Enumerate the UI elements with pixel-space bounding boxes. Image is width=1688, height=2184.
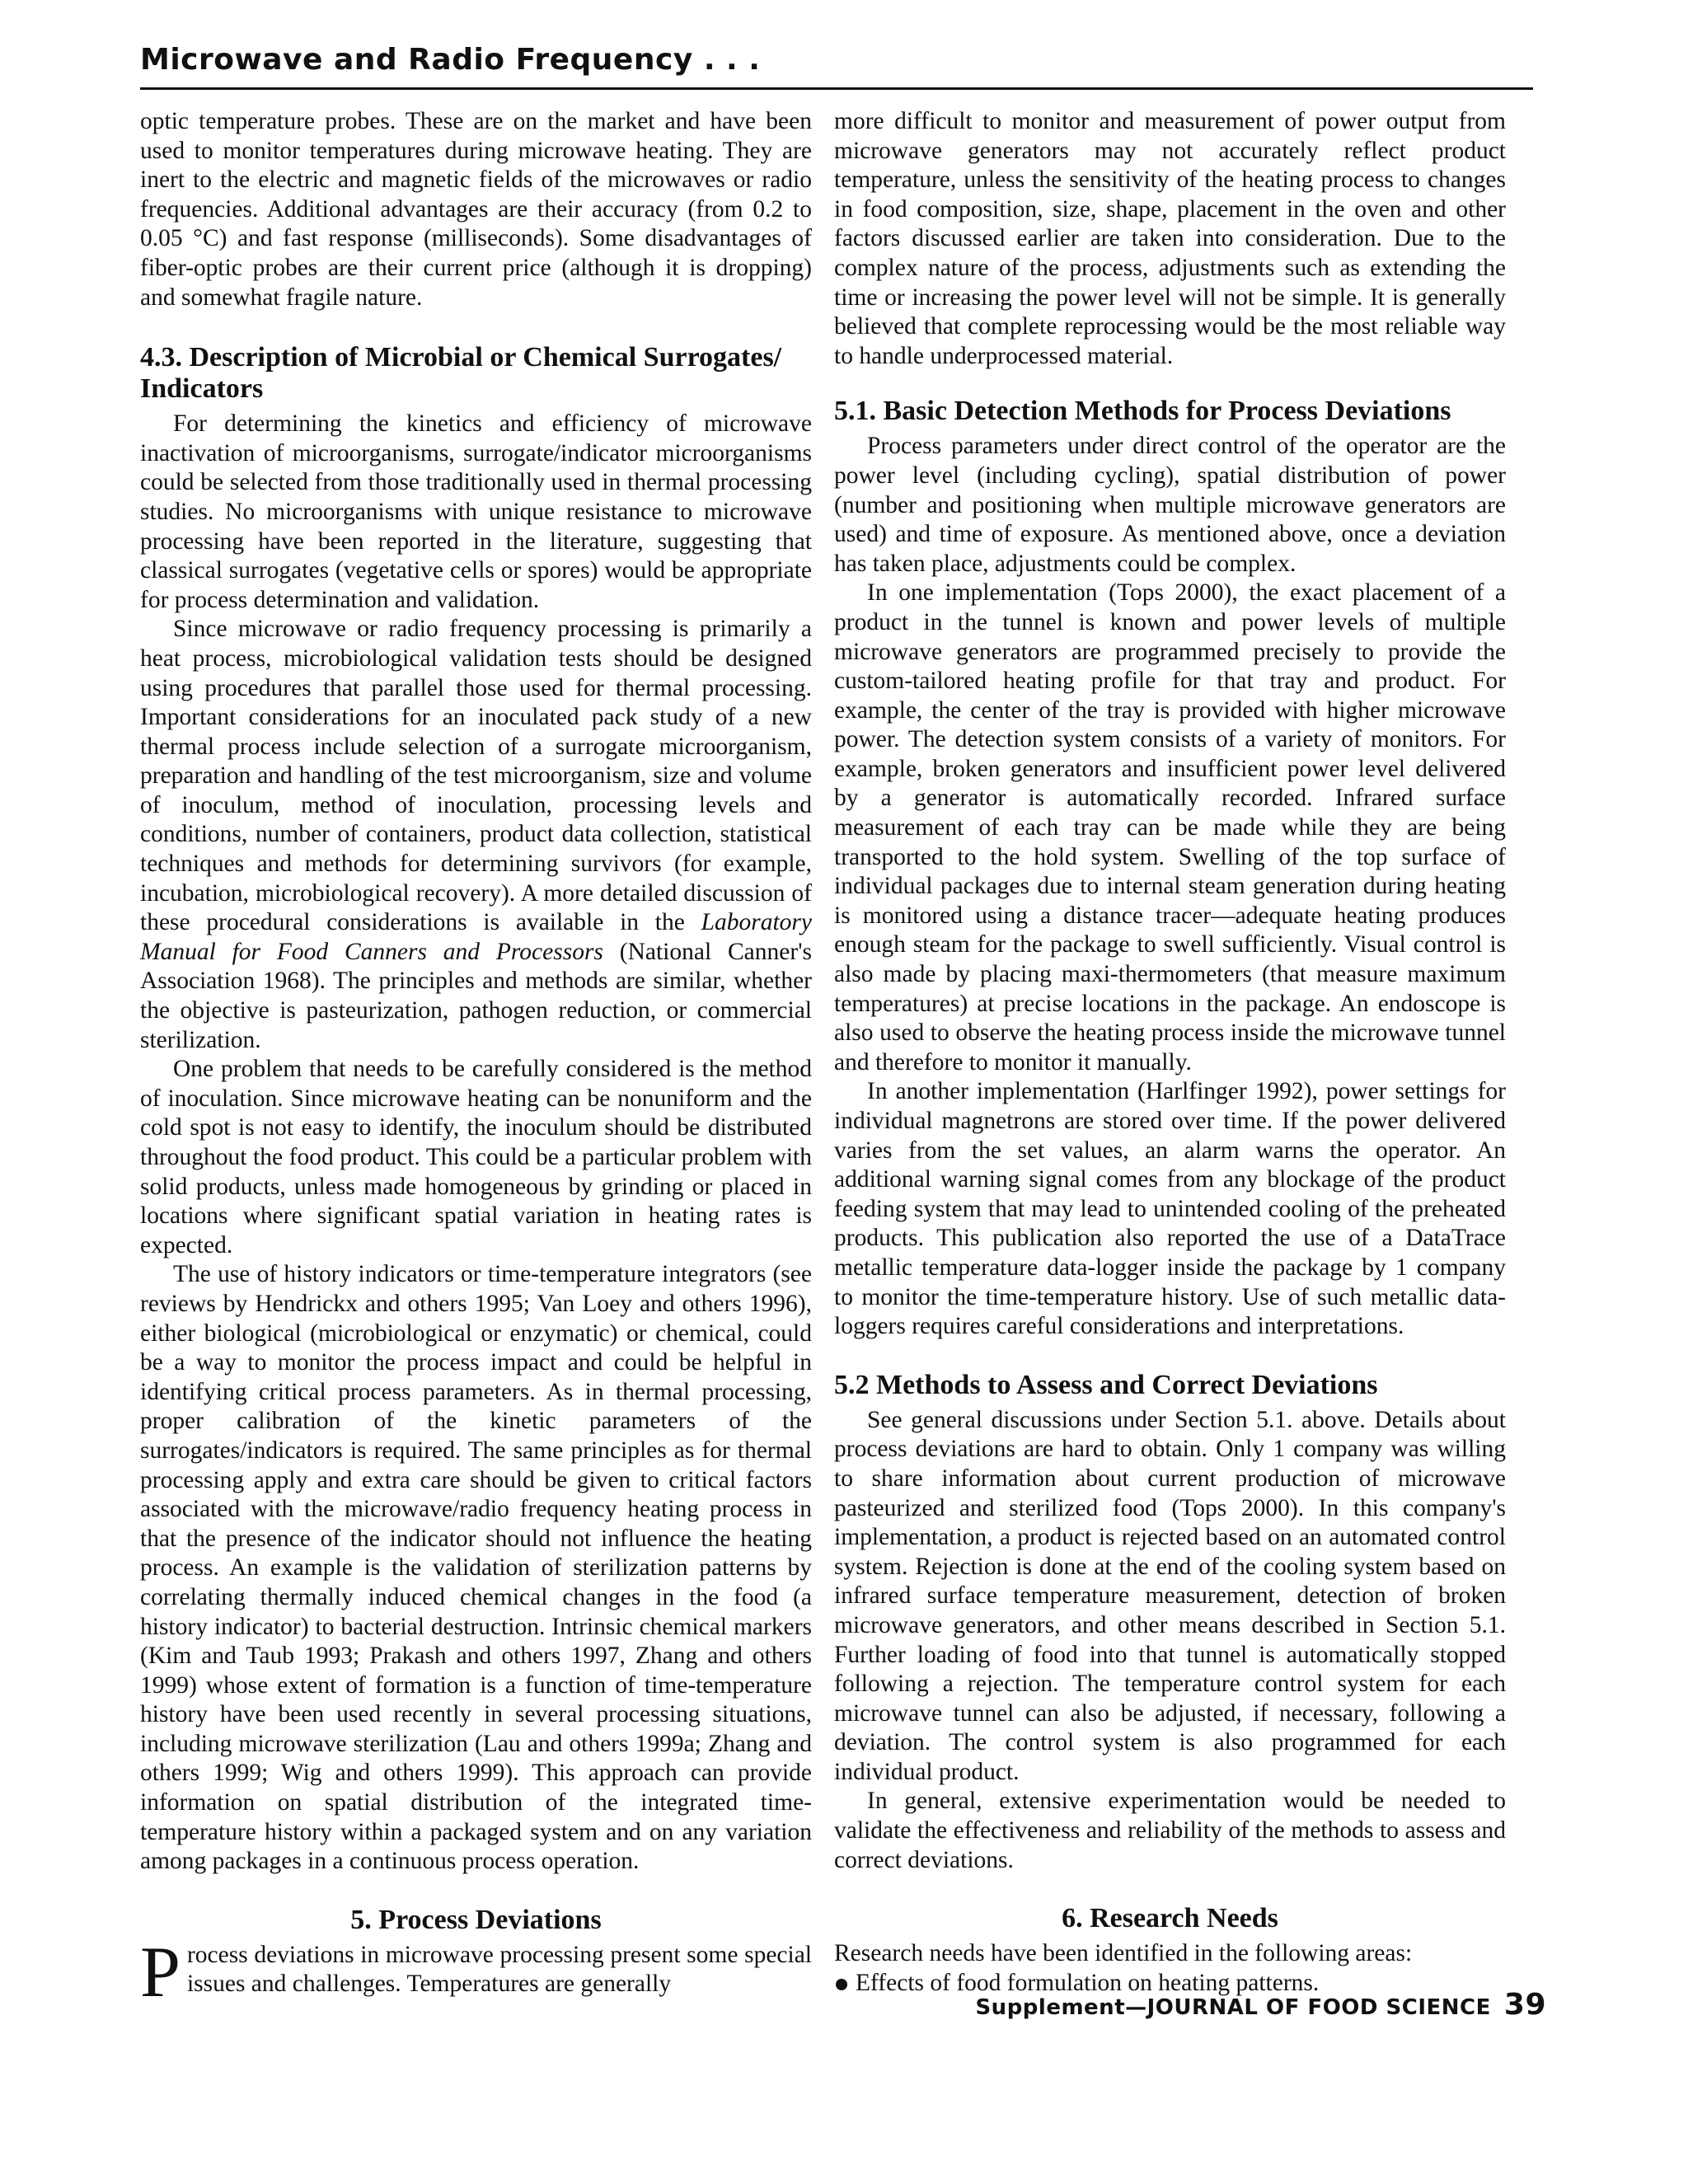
section-4-3-heading: 4.3. Description of Microbial or Chemical Surrogates/ Indicators — [140, 342, 782, 405]
section-5-heading: 5. Process Deviations — [350, 1904, 602, 1935]
left-column — [140, 107, 812, 2013]
running-head: Microwave and Radio Frequency . . . — [140, 43, 761, 77]
right-column — [834, 107, 1506, 1998]
journal-name: Supplement—JOURNAL OF FOOD SCIENCE — [975, 1995, 1491, 2020]
paragraph-4-3-4: The use of history indicators or time-temperature integrators (see reviews by Hendrickx and others 1995; Van Loey and others 1996), either biological (microbiological or enzymatic) or chemical, could be a way to monitor the process impact and could be helpful in identifying critical process parameters. As in thermal processing, proper calibration of the kinetic parameters of the surrogates/indicators is required. The same principles as for thermal processing apply and extra care should be given to critical factors associated with the microwave/radio frequency heating process in that the presence of the indicator should not influence the heating process. An example is the validation of sterilization patterns by correlating thermally induced chemical changes in the food (a history indicator) to bacterial destruction. Intrinsic chemical markers (Kim and Taub 1993; Prakash and others 1997, Zhang and others 1999) whose extent of formation is a function of time-temperature history have been used recently in several processing situations, including microwave sterilization (Lau and others 1999a; Zhang and others 1999; Wig and others 1999). This approach can provide information on spatial distribution of the integrated time-temperature history within a packaged system and on any variation among packages in a continuous process operation. — [140, 1261, 812, 1875]
section-5-1-heading: 5.1. Basic Detection Methods for Process Deviations — [834, 396, 1451, 427]
paragraph-6-1: Research needs have been identified in the following areas: — [834, 1940, 1413, 1967]
list-item: Effects of food formulation on heating patterns. — [834, 1969, 1506, 1999]
paragraph-4-3-2-text-a: Since microwave or radio frequency processing is primarily a heat process, microbiological validation tests should be designed using procedures that parallel those used for thermal processing. Important considerations for an inoculated pack study of a new thermal process include selection of a surrogate microorganism, preparation and handling of the test microorganism, size and volume of inoculum, method of inoculation, processing levels and conditions, number of containers, product data collection, statistical techniques and methods for determining survivors (for example, incubation, microbiological recovery). A more detailed discussion of these procedural considerations is available in the — [140, 616, 812, 936]
manual-title-italic: Laboratory Manual for Food Canners and Processors — [140, 909, 812, 965]
paragraph-5-continued: more difficult to monitor and measurement of power output from microwave generators may not accurately reflect product temperature, unless the sensitivity of the heating process to changes in food composition, size, shape, placement in the oven and other factors discussed earlier are taken into consideration. Due to the complex nature of the process, adjustments such as extending the time or increasing the power level will not be simple. It is generally believed that complete reprocessing would be the most reliable way to handle underprocessed material. — [834, 108, 1506, 369]
paragraph-intro: optic temperature probes. These are on the market and have been used to monitor temperatures during microwave heating. They are inert to the electric and magnetic fields of the microwaves or radio frequencies. Additional advantages are their accuracy (from 0.2 to 0.05 °C) and fast response (milliseconds). Some disadvantages of fiber-optic probes are their current price (although it is dropping) and somewhat fragile nature. — [140, 108, 812, 311]
section-5-2-heading: 5.2 Methods to Assess and Correct Deviations — [834, 1369, 1378, 1400]
paragraph-5-1 — [140, 1932, 812, 2013]
paragraph-5-1-1: Process parameters under direct control of the operator are the power level (including cycling), spatial distribution of power (number and positioning when multiple microwave generators are used) and time of exposure. As mentioned above, once a deviation has taken place, adjustments could be complex. — [834, 433, 1506, 577]
header-rule — [140, 87, 1533, 90]
paragraph-4-3-2-text-b: (National Canner's Association 1968). The principles and methods are similar, whether the objective is pasteurization, pathogen reduction, or commercial sterilization. — [140, 938, 812, 1053]
paragraph-4-3-1: For determining the kinetics and efficiency of microwave inactivation of microorganisms, surrogate/indicator microorganisms could be selected from those traditionally used in thermal processing studies. No microorganisms with unique resistance to microwave processing have been reported in the literature, suggesting that classical surrogates (vegetative cells or spores) would be appropriate for process determination and validation. — [140, 410, 812, 613]
paragraph-5-1-2: In one implementation (Tops 2000), the exact placement of a product in the tunnel is known and power levels of multiple microwave generators are programmed precisely to provide the custom-tailored heating profile for that tray and product. For example, the center of the tray is provided with higher microwave power. The detection system consists of a variety of monitors. For example, broken generators and insufficient power level delivered by a generator is automatically recorded. Infrared surface measurement of each tray can be made while they are being transported to the hold system. Swelling of the top surface of individual packages due to internal steam generation during heating is monitored using a distance tracer—adequate heating produces enough steam for the package to swell sufficiently. Visual control is also made by placing maxi-thermometers (that measure maximum temperatures) at precise locations in the package. An endoscope is also used to observe the heating process inside the microwave tunnel and therefore to monitor it manually. — [834, 579, 1506, 1076]
page-number: 39 — [1503, 1988, 1546, 2022]
page-footer — [975, 1988, 1546, 2022]
paragraph-4-3-3: One problem that needs to be carefully considered is the method of inoculation. Since microwave heating can be nonuniform and the cold spot is not easy to identify, the inoculum should be distributed throughout the food product. This could be a particular problem with solid products, unless made homogeneous by grinding or placed in locations where significant spatial variation in heating rates is expected. — [140, 1056, 812, 1258]
paragraph-5-2-2: In general, extensive experimentation would be needed to validate the effectiveness and reliability of the methods to assess and correct deviations. — [834, 1788, 1506, 1873]
paragraph-5-1-text: rocess deviations in microwave processing present some special issues and challenges. Temperatures are generally — [186, 1941, 812, 1998]
paragraph-5-2-1: See general discussions under Section 5.1. above. Details about process deviations are hard to obtain. Only 1 company was willing to share information about current production of microwave pasteurized and sterilized food (Tops 2000). In this company's implementation, a product is rejected based on an automated control system. Rejection is done at the end of the cooling system based on infrared surface temperature measurement, detection of broken microwave generators, and other means described in Section 5.1. Further loading of food into that tunnel is automatically stopped following a rejection. The temperature control system for each microwave tunnel can also be adjusted, if necessary, following a deviation. The control system is also programmed for each individual product. — [834, 1406, 1506, 1785]
paragraph-5-1-3: In another implementation (Harlfinger 1992), power settings for individual magnetrons are stored over time. If the power delivered varies from the set values, an alarm warns the operator. An additional warning signal comes from any blockage of the product feeding system that may lead to unintended cooling of the preheated products. This publication also reported the use of a DataTrace metallic temperature data-logger inside the package by 1 company to monitor the time-temperature history. Use of such metallic data-loggers requires careful considerations and interpretations. — [834, 1078, 1506, 1340]
paragraph-4-3-2 — [140, 615, 812, 1055]
section-6-heading: 6. Research Needs — [1062, 1903, 1278, 1934]
drop-cap: P — [140, 1932, 181, 2013]
